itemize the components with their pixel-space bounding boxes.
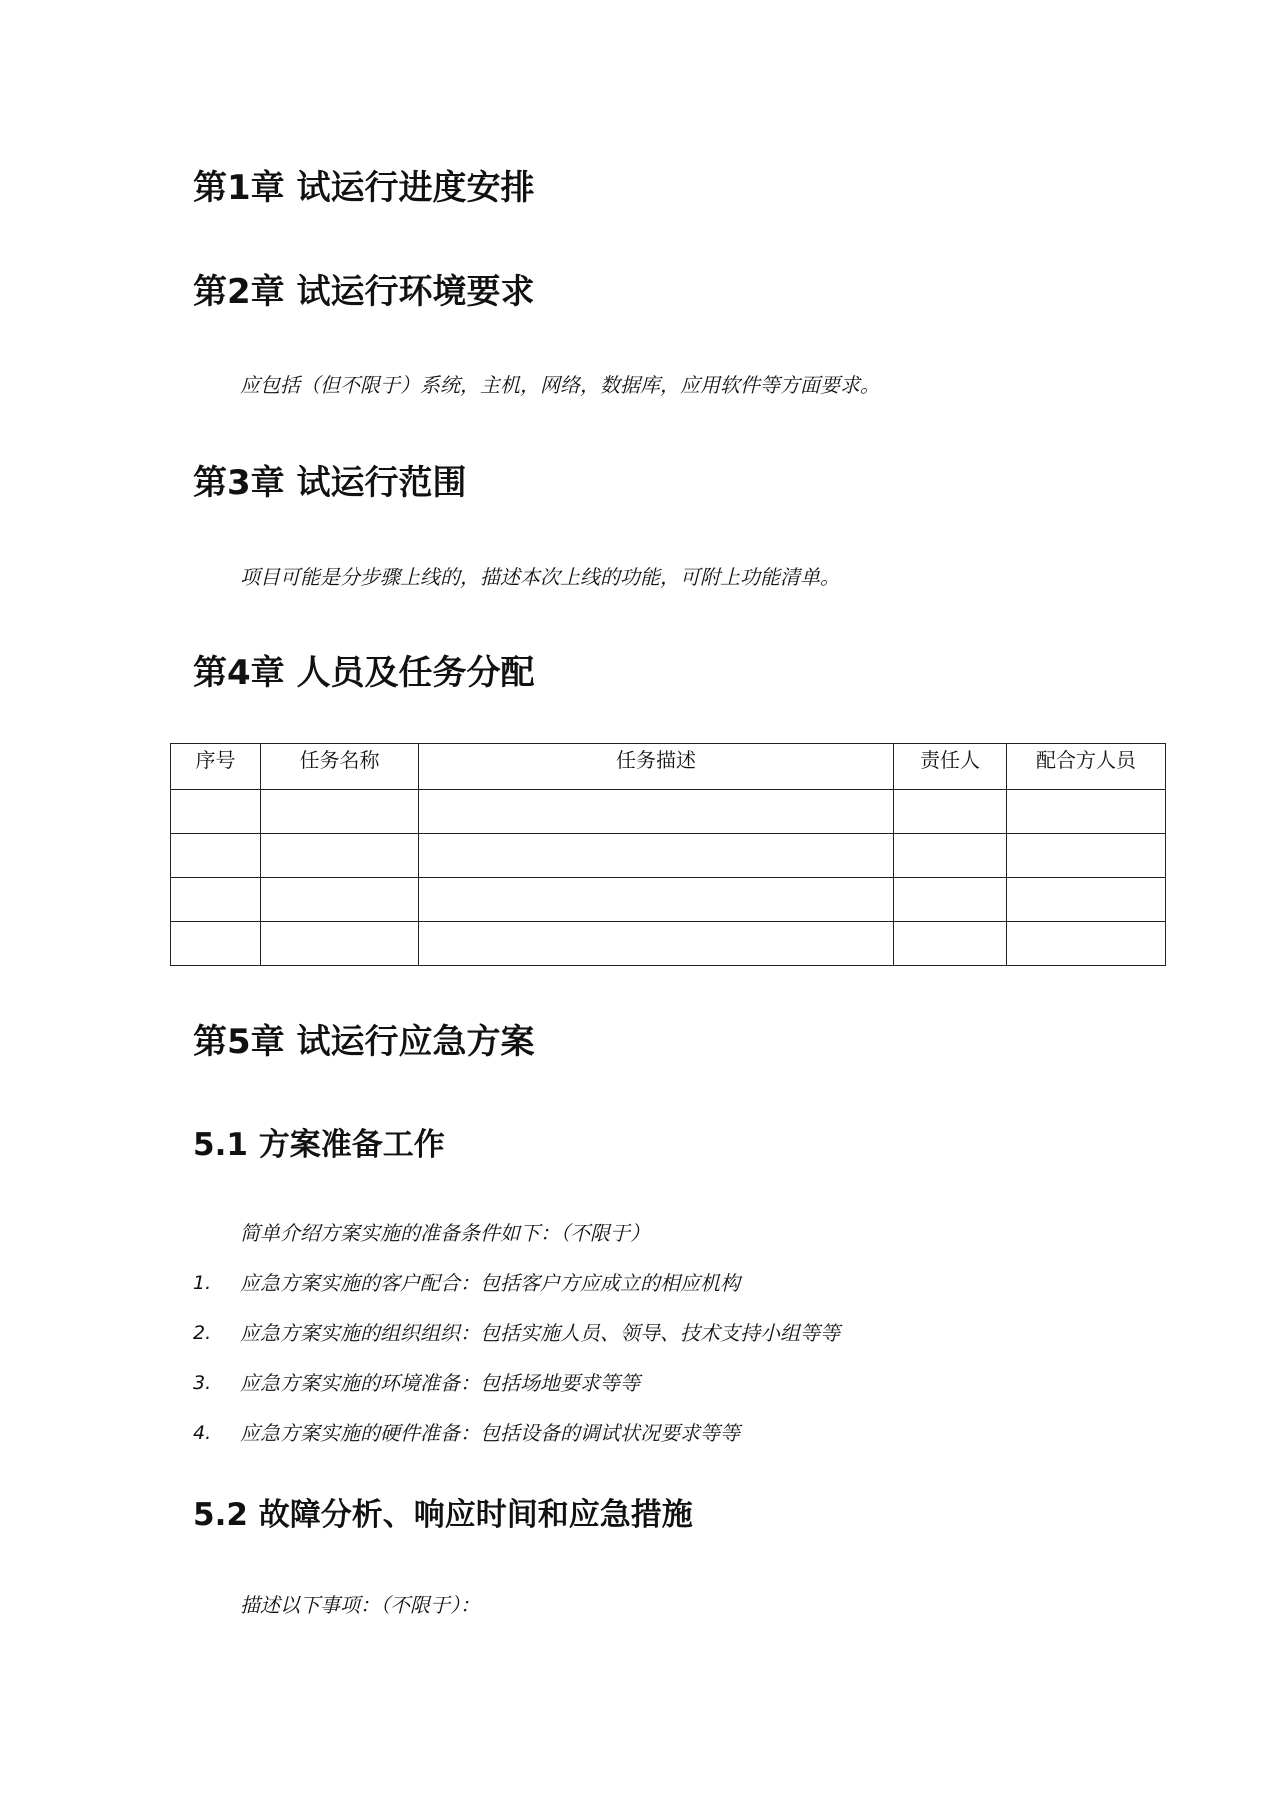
header-index: 序号: [171, 744, 261, 790]
table-cell: [171, 834, 261, 878]
header-collaborators: 配合方人员: [1007, 744, 1166, 790]
table-cell: [261, 878, 419, 922]
list-item-number: 1.: [193, 1272, 212, 1294]
table-cell: [1007, 878, 1166, 922]
table-header-row: [171, 744, 1166, 790]
table-cell: [894, 834, 1007, 878]
table-cell: [1007, 922, 1166, 966]
table-cell: [419, 834, 894, 878]
table-row: [171, 834, 1166, 878]
table-cell: [171, 878, 261, 922]
chapter-1-heading: 第1章 试运行进度安排: [193, 168, 535, 208]
chapter-5-heading: 第5章 试运行应急方案: [193, 1022, 535, 1062]
table-cell: [894, 878, 1007, 922]
table-cell: [1007, 834, 1166, 878]
table-cell: [171, 790, 261, 834]
list-item-number: 3.: [193, 1372, 212, 1394]
table-cell: [419, 790, 894, 834]
section-5-2-heading: 5.2 故障分析、响应时间和应急措施: [193, 1497, 693, 1533]
chapter-2-paragraph: 应包括（但不限于）系统，主机，网络，数据库，应用软件等方面要求。: [240, 373, 880, 397]
list-item: 应急方案实施的组织组织：包括实施人员、领导、技术支持小组等等: [240, 1321, 840, 1345]
section-5-1-intro: 简单介绍方案实施的准备条件如下：（不限于）: [240, 1221, 650, 1245]
header-task-description: 任务描述: [419, 744, 894, 790]
chapter-4-heading: 第4章 人员及任务分配: [193, 653, 535, 693]
chapter-3-paragraph: 项目可能是分步骤上线的，描述本次上线的功能，可附上功能清单。: [240, 565, 840, 589]
list-item-number: 4.: [193, 1422, 212, 1444]
table-cell: [171, 922, 261, 966]
list-item: 应急方案实施的环境准备：包括场地要求等等: [240, 1371, 640, 1395]
table-row: [171, 878, 1166, 922]
table-cell: [894, 922, 1007, 966]
table-row: [171, 922, 1166, 966]
table-row: [171, 790, 1166, 834]
table-cell: [894, 790, 1007, 834]
header-task-name: 任务名称: [261, 744, 419, 790]
table-cell: [419, 878, 894, 922]
table-cell: [261, 922, 419, 966]
list-item: 应急方案实施的客户配合：包括客户方应成立的相应机构: [240, 1271, 740, 1295]
list-item-number: 2.: [193, 1322, 212, 1344]
section-5-1-heading: 5.1 方案准备工作: [193, 1127, 445, 1163]
table-cell: [261, 834, 419, 878]
table-cell: [1007, 790, 1166, 834]
table-cell: [419, 922, 894, 966]
chapter-3-heading: 第3章 试运行范围: [193, 463, 467, 503]
table-cell: [261, 790, 419, 834]
chapter-2-heading: 第2章 试运行环境要求: [193, 272, 535, 312]
list-item: 应急方案实施的硬件准备：包括设备的调试状况要求等等: [240, 1421, 740, 1445]
task-assignment-table: [170, 743, 1166, 966]
section-5-2-intro: 描述以下事项：（不限于）：: [240, 1593, 480, 1617]
header-owner: 责任人: [894, 744, 1007, 790]
